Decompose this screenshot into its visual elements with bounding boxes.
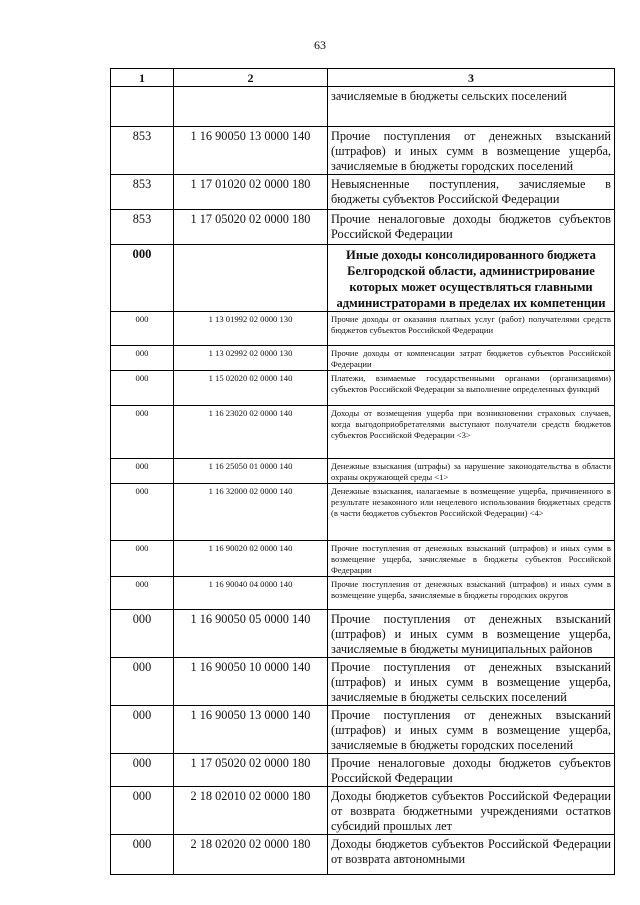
cell-admin-code: 000 [111,610,174,658]
cell-description: Доходы бюджетов субъектов Российской Федерации от возврата автономными [328,835,615,875]
cell-admin-code: 000 [111,346,174,371]
cell-description: Прочие поступления от денежных взысканий (штрафов) и иных сумм в возмещение ущерба, зачисляемые в бюджеты городских поселений [328,127,615,175]
cell-admin-code: 000 [111,245,174,312]
cell-budget-code: 1 16 32000 02 0000 140 [174,484,328,541]
cell-budget-code [174,245,328,312]
header-col-3: 3 [328,69,615,87]
cell-budget-code: 1 17 01020 02 0000 180 [174,175,328,210]
cell-description: Иные доходы консолидированного бюджета Белгородской области, администрирование которых может осуществляться главными администраторами в пределах их компетенции [328,245,615,312]
cell-budget-code: 1 16 90050 13 0000 140 [174,127,328,175]
table-row [111,706,615,754]
cell-budget-code: 1 16 23020 02 0000 140 [174,406,328,459]
cell-admin-code: 000 [111,541,174,577]
table-row [111,577,615,610]
cell-admin-code: 000 [111,312,174,346]
cell-budget-code: 1 16 90020 02 0000 140 [174,541,328,577]
cell-admin-code: 853 [111,210,174,245]
header-col-1: 1 [111,69,174,87]
cell-description: Платежи, взимаемые государственными органами (организациями) субъектов Российской Федерации за выполнение определенных функций [328,371,615,406]
cell-budget-code: 1 16 90050 10 0000 140 [174,658,328,706]
cell-budget-code: 1 13 02992 02 0000 130 [174,346,328,371]
cell-description: Доходы от возмещения ущерба при возникновении страховых случаев, когда выгодоприобретателями выступают получатели средств бюджетов субъектов Российской Федерации <3> [328,406,615,459]
table-row [111,346,615,371]
table-row [111,87,615,127]
page-number: 63 [314,38,326,52]
table-row [111,484,615,541]
table-row [111,245,615,312]
cell-budget-code: 1 16 90040 04 0000 140 [174,577,328,610]
cell-description: Доходы бюджетов субъектов Российской Федерации от возврата бюджетными учреждениями остатков субсидий прошлых лет [328,787,615,835]
table-row [111,754,615,787]
cell-budget-code: 1 16 90050 13 0000 140 [174,706,328,754]
table-row [111,406,615,459]
table-header-row [111,69,615,87]
cell-description: Денежные взыскания (штрафы) за нарушение законодательства в области охраны окружающей среды <1> [328,459,615,484]
cell-admin-code: 853 [111,127,174,175]
cell-admin-code: 000 [111,484,174,541]
cell-admin-code: 000 [111,658,174,706]
cell-budget-code: 1 17 05020 02 0000 180 [174,754,328,787]
cell-budget-code: 1 15 02020 02 0000 140 [174,371,328,406]
cell-description: Прочие поступления от денежных взысканий (штрафов) и иных сумм в возмещение ущерба, зачисляемые в бюджеты субъектов Российской Федерации [328,541,615,577]
cell-admin-code: 000 [111,835,174,875]
cell-description: Прочие доходы от оказания платных услуг (работ) получателями средств бюджетов субъектов Российской Федерации [328,312,615,346]
cell-description: Прочие доходы от компенсации затрат бюджетов субъектов Российской Федерации [328,346,615,371]
cell-description: Денежные взыскания, налагаемые в возмещение ущерба, причиненного в результате незаконного или нецелевого использования бюджетных средств (в части бюджетов субъектов Российской Федерации) <4> [328,484,615,541]
cell-description: зачисляемые в бюджеты сельских поселений [328,87,615,127]
cell-description: Прочие поступления от денежных взысканий (штрафов) и иных сумм в возмещение ущерба, зачисляемые в бюджеты городских округов [328,577,615,610]
cell-admin-code: 853 [111,175,174,210]
cell-budget-code: 2 18 02020 02 0000 180 [174,835,328,875]
table-row [111,371,615,406]
cell-description: Невыясненные поступления, зачисляемые в бюджеты субъектов Российской Федерации [328,175,615,210]
cell-description: Прочие поступления от денежных взысканий (штрафов) и иных сумм в возмещение ущерба, зачисляемые в бюджеты сельских поселений [328,658,615,706]
table-row [111,210,615,245]
table-row [111,658,615,706]
table-row [111,541,615,577]
table-row [111,787,615,835]
cell-description: Прочие неналоговые доходы бюджетов субъектов Российской Федерации [328,210,615,245]
cell-admin-code: 000 [111,371,174,406]
table-row [111,175,615,210]
cell-admin-code: 000 [111,406,174,459]
cell-admin-code [111,87,174,127]
cell-admin-code: 000 [111,459,174,484]
cell-budget-code: 1 13 01992 02 0000 130 [174,312,328,346]
cell-budget-code: 1 16 25050 01 0000 140 [174,459,328,484]
cell-admin-code: 000 [111,787,174,835]
cell-description: Прочие поступления от денежных взысканий (штрафов) и иных сумм в возмещение ущерба, зачисляемые в бюджеты муниципальных районов [328,610,615,658]
cell-budget-code: 1 16 90050 05 0000 140 [174,610,328,658]
table-row [111,312,615,346]
cell-budget-code: 1 17 05020 02 0000 180 [174,210,328,245]
cell-description: Прочие поступления от денежных взысканий (штрафов) и иных сумм в возмещение ущерба, зачисляемые в бюджеты городских поселений [328,706,615,754]
table-row [111,459,615,484]
cell-description: Прочие неналоговые доходы бюджетов субъектов Российской Федерации [328,754,615,787]
cell-admin-code: 000 [111,754,174,787]
table-row [111,127,615,175]
header-col-2: 2 [174,69,328,87]
cell-budget-code: 2 18 02010 02 0000 180 [174,787,328,835]
cell-budget-code [174,87,328,127]
cell-admin-code: 000 [111,706,174,754]
table-row [111,835,615,875]
cell-admin-code: 000 [111,577,174,610]
revenue-table [110,68,615,875]
table-row [111,610,615,658]
